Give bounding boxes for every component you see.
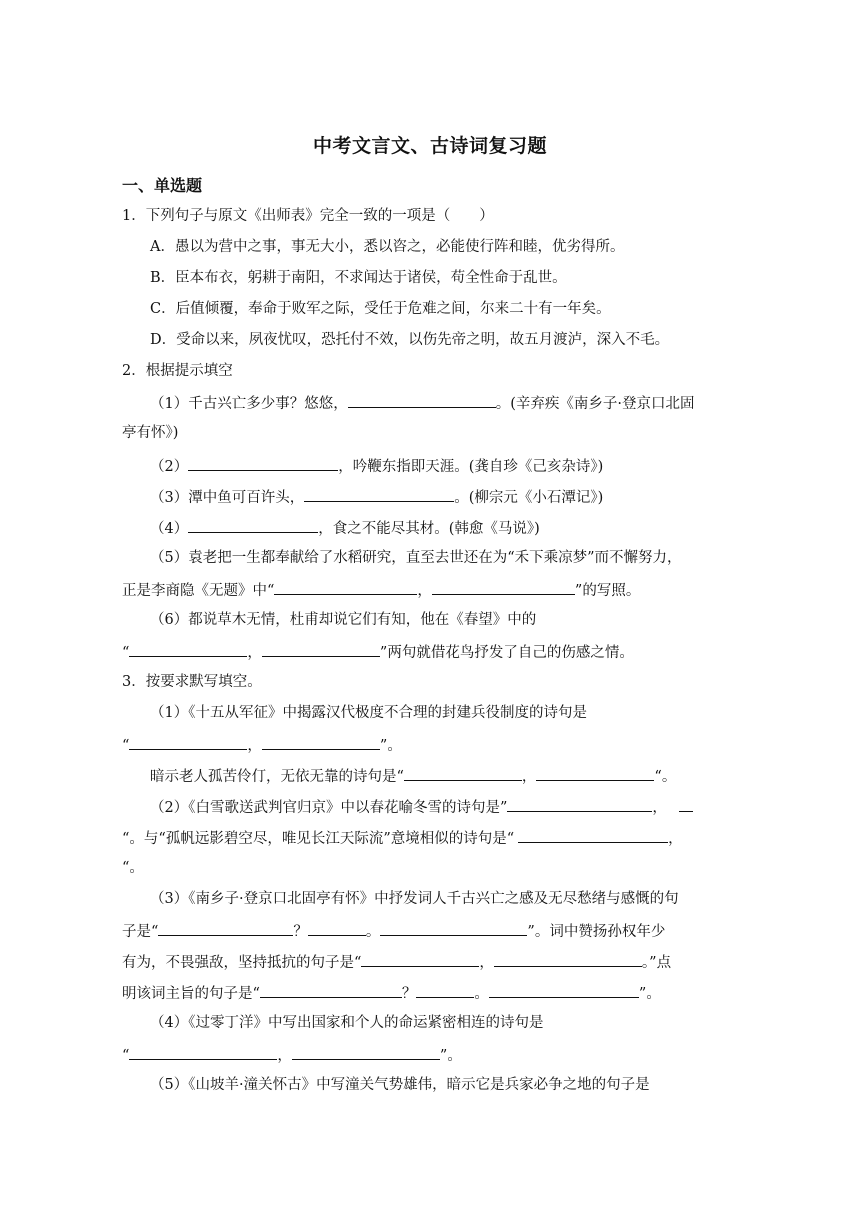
question-3-part-4: （4）《过零丁洋》中写出国家和个人的命运紧密相连的诗句是 — [150, 1015, 544, 1031]
answer-blank[interactable] — [404, 765, 522, 781]
text: 。 — [365, 924, 381, 940]
question-2-item-1-cont: 亭有怀》) — [122, 425, 179, 441]
text: 。 — [474, 986, 489, 1002]
text: ， — [479, 955, 494, 971]
text: 明该词主旨的句子是“ — [122, 986, 260, 1002]
answer-blank[interactable] — [129, 1044, 277, 1060]
question-3-part-2-end: “。 — [122, 860, 144, 876]
answer-blank[interactable] — [536, 765, 654, 781]
text: ， — [247, 645, 262, 661]
answer-blank[interactable] — [274, 579, 417, 595]
text: ， — [247, 738, 262, 754]
text: ”的写照。 — [574, 583, 641, 599]
answer-blank[interactable] — [348, 392, 496, 408]
answer-blank[interactable] — [304, 486, 454, 502]
text: “。与“孤帆远影碧空尽，唯见长江天际流”意境相似的诗句是“ — [122, 831, 515, 847]
question-2-item-6-cont — [122, 641, 634, 663]
answer-blank[interactable] — [292, 1044, 440, 1060]
question-3-part-1: （1）《十五从军征》中揭露汉代极度不合理的封建兵役制度的诗句是 — [150, 705, 587, 721]
answer-blank[interactable] — [262, 641, 380, 657]
question-3-part-2-cont — [122, 827, 683, 849]
text: “ — [122, 645, 130, 661]
page-title: 中考文言文、古诗词复习题 — [312, 135, 547, 157]
text: ”。 — [439, 1048, 462, 1064]
text: “。 — [654, 769, 677, 785]
question-2-item-3 — [150, 486, 603, 508]
text: ”。 — [638, 986, 661, 1002]
text: （2）《白雪歌送武判官归京》中以春花喻冬雪的诗句是” — [150, 800, 508, 816]
answer-blank[interactable] — [432, 579, 575, 595]
section-heading: 一、单选题 — [122, 176, 203, 195]
text: ”。 — [379, 738, 402, 754]
text: ， — [277, 1048, 292, 1064]
text: （2） — [150, 459, 189, 475]
question-1-option-a[interactable]: A．愚以为营中之事，事无大小，悉以咨之，必能使行阵和睦，优劣得所。 — [150, 239, 625, 255]
answer-blank[interactable] — [188, 517, 318, 533]
text: ， — [521, 769, 537, 785]
text: ， — [668, 831, 683, 847]
question-1-option-d[interactable]: D．受命以来，夙夜忧叹，恐托付不效，以伤先帝之明，故五月渡泸，深入不毛。 — [150, 332, 670, 348]
question-1-option-c[interactable]: C．后值倾覆，奉命于败军之际，受任于危难之间，尔来二十有一年矣。 — [150, 301, 611, 317]
question-3-stem: 3．按要求默写填空。 — [122, 674, 262, 690]
text: 有为，不畏强敌，坚持抵抗的句子是“ — [122, 955, 362, 971]
text: ， — [652, 800, 667, 816]
question-2-item-4 — [150, 517, 540, 539]
answer-blank[interactable] — [129, 734, 247, 750]
text: 正是李商隐《无题》中“ — [122, 583, 275, 599]
text: ， — [417, 583, 432, 599]
text: ？ — [293, 924, 308, 940]
question-2-item-5-cont — [122, 579, 640, 601]
text: （1）千古兴亡多少事？悠悠， — [150, 396, 348, 412]
question-3-part-4-blanks — [122, 1044, 462, 1066]
answer-blank[interactable] — [262, 734, 380, 750]
question-1-option-b[interactable]: B．臣本布衣，躬耕于南阳，不求闻达于诸侯，苟全性命于乱世。 — [150, 270, 567, 286]
text: 暗示老人孤苦伶仃，无依无靠的诗句是“ — [150, 769, 404, 785]
answer-blank[interactable] — [416, 982, 474, 998]
question-3-part-5: （5）《山坡羊·潼关怀古》中写潼关气势雄伟，暗示它是兵家必争之地的句子是 — [150, 1077, 650, 1093]
answer-blank[interactable] — [361, 951, 479, 967]
text: （3）潭中鱼可百许头， — [150, 490, 305, 506]
question-3-part-3-line4 — [122, 982, 661, 1004]
answer-blank[interactable] — [380, 920, 527, 936]
question-2-item-2 — [150, 455, 603, 477]
answer-blank[interactable] — [494, 951, 642, 967]
answer-blank[interactable] — [158, 920, 293, 936]
question-3-part-3: （3）《南乡子·登京口北固亭有怀》中抒发词人千古兴亡之感及无尽愁绪与感慨的句 — [150, 891, 679, 907]
text: （4） — [150, 521, 189, 537]
question-3-part-3-line3 — [122, 951, 671, 973]
answer-blank[interactable] — [518, 827, 668, 843]
text: ”。词中赞扬孙权年少 — [527, 924, 666, 940]
question-3-part-1b — [150, 765, 676, 787]
text: 。”点 — [641, 955, 672, 971]
answer-blank[interactable] — [679, 796, 693, 812]
answer-blank[interactable] — [188, 455, 338, 471]
answer-blank[interactable] — [507, 796, 652, 812]
answer-blank[interactable] — [308, 920, 366, 936]
question-3-part-1-blanks — [122, 734, 402, 756]
answer-blank[interactable] — [489, 982, 639, 998]
answer-blank[interactable] — [129, 641, 247, 657]
text: ，食之不能尽其材。(韩愈《马说》) — [318, 521, 540, 537]
text: “ — [122, 1048, 130, 1064]
text: 。(柳宗元《小石潭记》) — [454, 490, 604, 506]
question-3-part-2 — [150, 796, 693, 818]
text: ，吟鞭东指即天涯。(龚自珍《己亥杂诗》) — [338, 459, 604, 475]
question-2-stem: 2．根据提示填空 — [122, 363, 233, 379]
question-2-item-1 — [150, 392, 695, 414]
text: ”两句就借花鸟抒发了自己的伤感之情。 — [379, 645, 634, 661]
question-1-stem: 1．下列句子与原文《出师表》完全一致的一项是（ ） — [122, 208, 494, 224]
answer-blank[interactable] — [260, 982, 402, 998]
question-3-part-3-line2 — [122, 920, 665, 942]
text: 子是“ — [122, 924, 159, 940]
text: 。(辛弃疾《南乡子·登京口北固 — [495, 396, 695, 412]
question-2-item-5: （5）袁老把一生都奉献给了水稻研究，直至去世还在为“禾下乘凉梦”而不懈努力， — [150, 550, 682, 566]
question-2-item-6: （6）都说草木无情，杜甫却说它们有知，他在《春望》中的 — [150, 612, 537, 628]
text: “ — [122, 738, 130, 754]
text: ？ — [401, 986, 417, 1002]
